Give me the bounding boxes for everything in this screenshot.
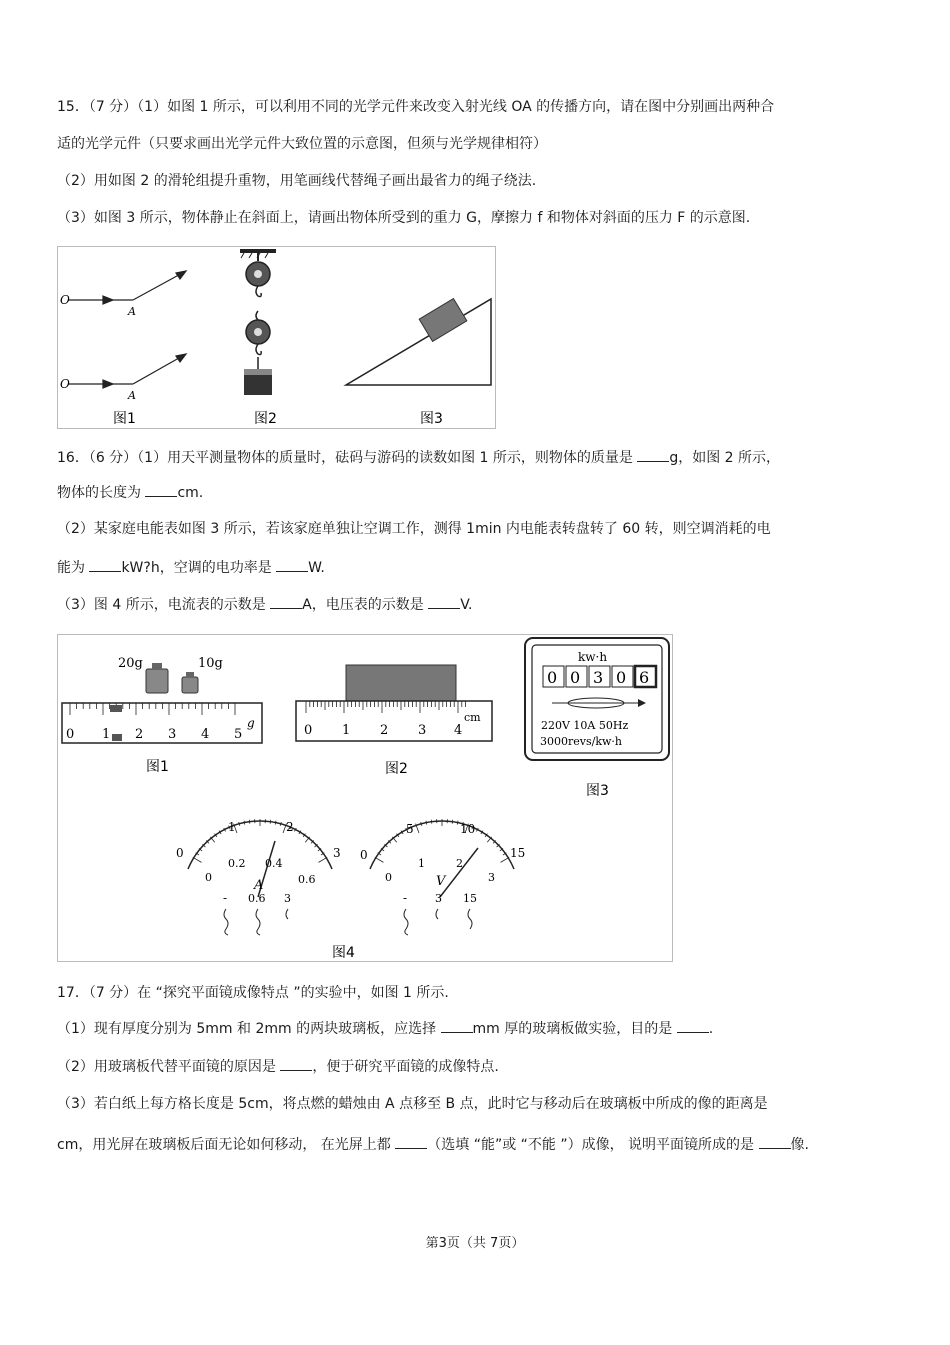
- voltmeter-top-15: 15: [510, 846, 526, 860]
- incline-figure: [346, 299, 491, 385]
- answer-blank-image-type[interactable]: [759, 1134, 791, 1149]
- ammeter-top-1: 1: [228, 820, 236, 834]
- ruler-tick-0: 0: [304, 723, 313, 738]
- balance-figure: [62, 656, 262, 743]
- q17-line2: [57, 1018, 713, 1039]
- voltmeter-bottom-3: 3: [488, 871, 495, 884]
- q16-line4-tail: W.: [308, 560, 325, 576]
- voltmeter-bottom-2: 2: [456, 857, 463, 870]
- meter-digit-4: 0: [616, 668, 627, 687]
- answer-blank-can-image[interactable]: [395, 1134, 427, 1149]
- q16-caption-1: 图1: [146, 759, 169, 775]
- answer-blank-purpose[interactable]: [677, 1018, 709, 1033]
- answer-blank-voltage[interactable]: [428, 594, 460, 609]
- q16-line5-tail: V.: [460, 597, 473, 613]
- q17-line5-text: cm，用光屏在玻璃板后面无论如何移动， 在光屏上都: [57, 1137, 391, 1153]
- q16-line2-tail: cm.: [177, 485, 204, 501]
- point-a-top: A: [128, 305, 136, 318]
- q15-figure: [57, 246, 496, 429]
- q16-line5-mid: A，电压表的示数是: [302, 597, 424, 613]
- q16-line1-tail: g，如图 2 所示，: [669, 450, 781, 466]
- ammeter-bottom-0: 0: [205, 871, 212, 884]
- q16-line4: [57, 557, 325, 578]
- ruler-tick-3: 3: [418, 723, 427, 738]
- ruler-tick-4: 4: [454, 723, 463, 738]
- q16-line4-text: 能为: [57, 560, 85, 576]
- q17-line3: [57, 1056, 499, 1077]
- page-footer: 第3页（共 7页）: [425, 1236, 525, 1251]
- q16-line1: [57, 447, 780, 468]
- q16-caption-2: 图2: [385, 761, 408, 777]
- ammeter-bottom-3: 0.6: [298, 873, 316, 886]
- ruler-figure: [296, 665, 492, 741]
- balance-tick-1: 1: [102, 727, 111, 742]
- ammeter-top-3: 3: [333, 846, 341, 860]
- q17-line2-tail: .: [708, 1021, 714, 1037]
- q17-line2-text: （1）现有厚度分别为 5mm 和 2mm 的两块玻璃板，应选择: [57, 1021, 437, 1037]
- q17-line5-mid: （选填 “能”或 “不能 ”）成像， 说明平面镜所成的是: [427, 1137, 755, 1153]
- ammeter-bottom-1: 0.2: [228, 857, 246, 870]
- ruler-tick-2: 2: [380, 723, 389, 738]
- q15-caption-2: 图2: [254, 411, 277, 427]
- meter-digit-3: 3: [593, 668, 604, 687]
- answer-blank-power[interactable]: [276, 557, 308, 572]
- voltmeter-figure: [360, 819, 525, 935]
- answer-blank-thickness[interactable]: [441, 1018, 473, 1033]
- balance-tick-2: 2: [135, 727, 144, 742]
- weight-10g-label: 10g: [198, 656, 223, 671]
- q16-figure: [57, 634, 673, 962]
- q16-line5-text: （3）图 4 所示，电流表的示数是: [57, 597, 266, 613]
- answer-blank-length[interactable]: [145, 482, 177, 497]
- meter-digit-5: 6: [639, 668, 650, 687]
- q16-line1-text: 16．（6 分）（1）用天平测量物体的质量时，砝码与游码的读数如图 1 所示，则物体的质量是: [57, 450, 633, 466]
- voltmeter-top-5: 5: [406, 822, 414, 836]
- voltmeter-bottom-1: 1: [418, 857, 425, 870]
- voltmeter-terminal-15: 15: [463, 892, 477, 905]
- ammeter-top-0: 0: [176, 846, 184, 860]
- q16-caption-4: 图4: [332, 945, 355, 961]
- meter-digit-2: 0: [570, 668, 581, 687]
- q17-line3-text: （2）用玻璃板代替平面镜的原因是: [57, 1059, 276, 1075]
- q15-line4: （3）如图 3 所示，物体静止在斜面上，请画出物体所受到的重力 G，摩擦力 f 和物体对斜面的压力 F 的示意图.: [57, 210, 751, 226]
- voltmeter-top-10: 10: [460, 822, 476, 836]
- point-o-top: O: [60, 293, 70, 307]
- meter-unit: kw·h: [578, 650, 608, 664]
- q16-line2-text: 物体的长度为: [57, 485, 141, 501]
- q16-caption-3: 图3: [586, 783, 609, 799]
- q15-line2: 适的光学元件（只要求画出光学元件大致位置的示意图，但须与光学规律相符）: [57, 136, 547, 152]
- q16-line2: [57, 482, 203, 503]
- answer-blank-energy[interactable]: [89, 557, 121, 572]
- q15-line1: 15．（7 分）（1）如图 1 所示，可以利用不同的光学元件来改变入射光线 OA 的传播方向，请在图中分别画出两种合: [57, 99, 775, 115]
- ammeter-figure: [176, 819, 341, 935]
- ammeter-terminal-neg: -: [223, 891, 228, 905]
- ammeter-symbol: A: [254, 878, 264, 893]
- balance-tick-3: 3: [168, 727, 177, 742]
- voltmeter-top-0: 0: [360, 848, 368, 862]
- q17-line5: [57, 1134, 809, 1155]
- ammeter-bottom-2: 0.4: [265, 857, 283, 870]
- voltmeter-terminal-neg: -: [403, 891, 408, 905]
- balance-tick-5: 5: [234, 727, 243, 742]
- q16-line4-mid: kW?h，空调的电功率是: [121, 560, 272, 576]
- ruler-unit: cm: [464, 711, 481, 724]
- q15-caption-1: 图1: [113, 411, 136, 427]
- voltmeter-terminal-3: 3: [435, 892, 442, 905]
- ruler-tick-1: 1: [342, 723, 351, 738]
- q16-line3: （2）某家庭电能表如图 3 所示，若该家庭单独让空调工作，测得 1min 内电能表转盘转了 60 转，则空调消耗的电: [57, 521, 771, 537]
- balance-tick-4: 4: [201, 727, 210, 742]
- q15-caption-3: 图3: [420, 411, 443, 427]
- q15-line3: （2）用如图 2 的滑轮组提升重物，用笔画线代替绳子画出最省力的绳子绕法.: [57, 173, 537, 189]
- ammeter-terminal-06: 0.6: [248, 892, 266, 905]
- point-o-bottom: O: [60, 377, 70, 391]
- balance-tick-0: 0: [66, 727, 75, 742]
- q17-line4: （3）若白纸上每方格长度是 5cm，将点燃的蜡烛由 A 点移至 B 点，此时它与移动后在玻璃板中所成的像的距离是: [57, 1096, 768, 1112]
- pulley-figure: [240, 249, 276, 395]
- q17-line2-mid: mm 厚的玻璃板做实验，目的是: [472, 1021, 673, 1037]
- energy-meter-figure: [525, 638, 669, 760]
- q17-line5-tail: 像.: [790, 1137, 809, 1153]
- ammeter-top-2: 2: [286, 820, 294, 834]
- meter-digit-1: 0: [547, 668, 558, 687]
- light-ray-figure: [68, 271, 186, 388]
- meter-spec: 220V 10A 50Hz: [541, 719, 629, 732]
- meter-revolutions: 3000revs/kw·h: [540, 735, 622, 748]
- answer-blank-current[interactable]: [270, 594, 302, 609]
- balance-unit: g: [247, 716, 255, 730]
- answer-blank-mass[interactable]: [637, 447, 669, 462]
- q16-line5: [57, 594, 472, 615]
- point-a-bottom: A: [128, 389, 136, 402]
- voltmeter-bottom-0: 0: [385, 871, 392, 884]
- answer-blank-reason[interactable]: [280, 1056, 312, 1071]
- ammeter-terminal-3: 3: [284, 892, 291, 905]
- q17-line3-tail: ，便于研究平面镜的成像特点.: [312, 1059, 499, 1075]
- weight-20g-label: 20g: [118, 656, 143, 671]
- voltmeter-symbol: V: [436, 874, 446, 889]
- q17-line1: 17．（7 分）在 “探究平面镜成像特点 ”的实验中，如图 1 所示.: [57, 985, 449, 1001]
